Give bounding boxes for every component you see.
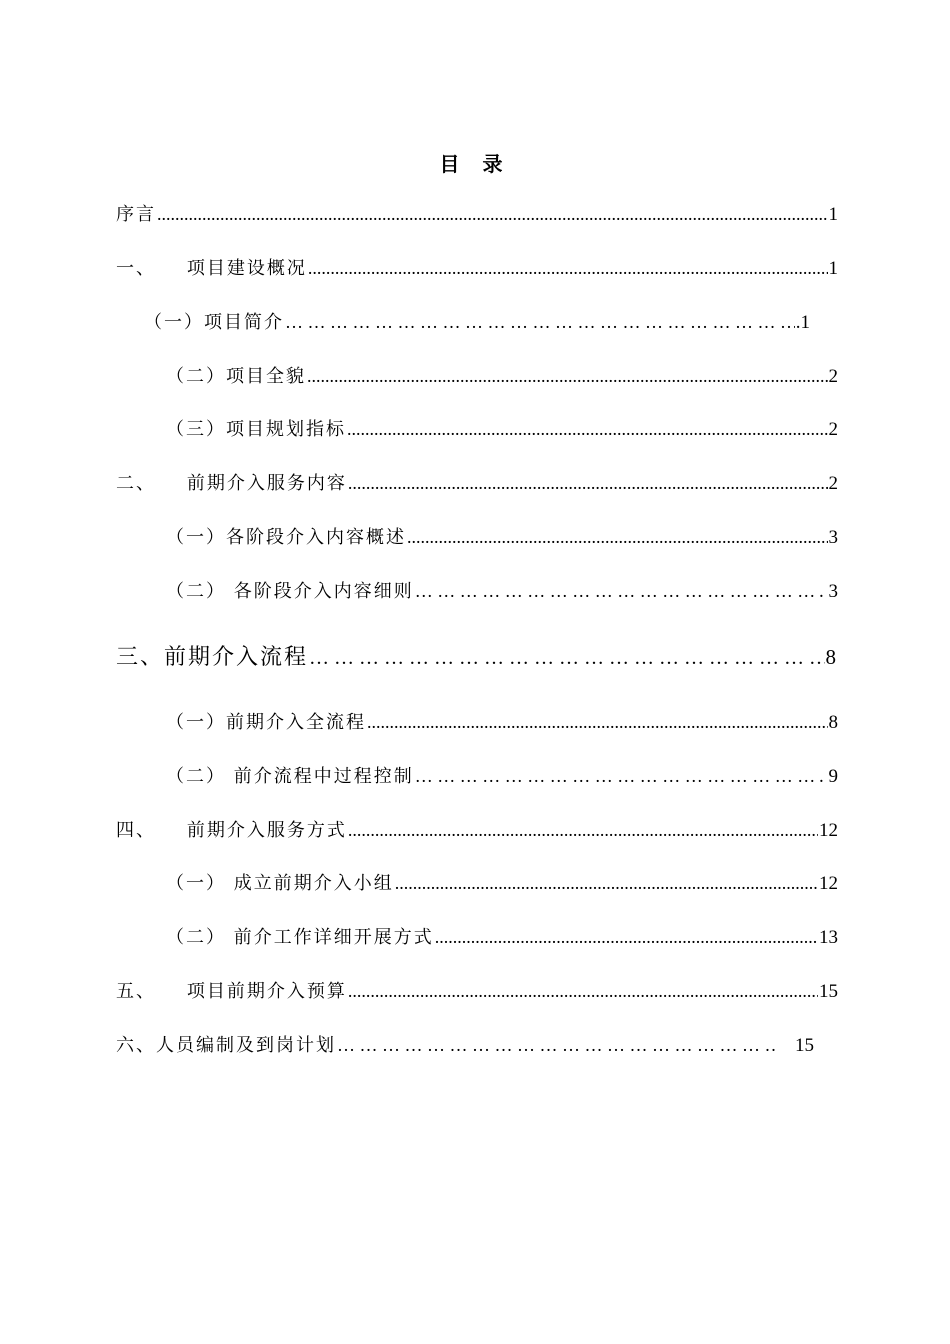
toc-entry-page: 8 [828, 712, 838, 733]
dot-leader [307, 366, 828, 387]
toc-entry-section-1[interactable] [116, 254, 838, 284]
dot-leader [309, 647, 824, 670]
dot-leader [415, 581, 818, 602]
toc-entry-label: （二） 各阶段介入内容细则 [166, 581, 414, 602]
toc-entry-page: 2 [828, 366, 838, 387]
toc-entry-label: （一）项目简介 [144, 312, 284, 333]
toc-entry-page: . 9 [819, 766, 838, 787]
dot-leader [415, 766, 818, 787]
toc-entry-label: 五、 项目前期介入预算 [116, 981, 347, 1002]
dot-leader [407, 527, 828, 548]
toc-entry-section-3[interactable] [116, 640, 836, 674]
toc-entry-label: （一）各阶段介入内容概述 [166, 527, 406, 548]
toc-entry-section-3-2[interactable] [166, 762, 838, 792]
dot-leader [157, 204, 828, 225]
toc-entry-label: （三）项目规划指标 [166, 419, 346, 440]
toc-entry-page: . 3 [819, 581, 838, 602]
toc-entry-page: .1 [795, 312, 810, 333]
toc-entry-page: 3 [828, 527, 838, 548]
toc-entry-page: 1 [828, 258, 838, 279]
toc-entry-section-5[interactable] [116, 977, 838, 1007]
toc-entry-label: （二） 前介流程中过程控制 [166, 766, 414, 787]
toc-entry-section-3-1[interactable] [166, 708, 838, 738]
toc-title: 目 录 [439, 152, 511, 176]
toc-entry-label: （二） 前介工作详细开展方式 [166, 927, 434, 948]
toc-entry-label: 二、 前期介入服务内容 [116, 473, 347, 494]
dot-leader [308, 258, 828, 279]
toc-entry-section-1-1[interactable] [144, 308, 810, 338]
toc-entry-page: 1 [828, 204, 838, 225]
toc-entry-label: （二）项目全貌 [166, 366, 306, 387]
dot-leader [285, 312, 795, 333]
dot-leader [435, 927, 818, 948]
toc-entry-page: 12 [819, 820, 838, 841]
dot-leader [348, 473, 828, 494]
toc-entry-page: 8 [825, 645, 836, 669]
dot-leader [395, 873, 818, 894]
toc-entry-section-4-1[interactable] [166, 869, 838, 899]
dot-leader [347, 419, 828, 440]
toc-entry-section-6[interactable] [116, 1031, 814, 1061]
toc-entry-preface[interactable] [116, 200, 838, 230]
toc-entry-section-1-3[interactable] [166, 415, 838, 445]
toc-entry-label: 四、 前期介入服务方式 [116, 820, 347, 841]
toc-entry-label: 序言 [116, 204, 156, 225]
toc-entry-section-2-1[interactable] [166, 523, 838, 553]
toc-entry-label: 六、人员编制及到岗计划 [116, 1035, 336, 1056]
toc-entry-page: 15 [819, 981, 838, 1002]
toc-entry-section-2-2[interactable] [166, 577, 838, 607]
toc-entry-label: 一、 项目建设概况 [116, 258, 307, 279]
toc-entry-page: 15 [795, 1035, 814, 1056]
toc-entry-page: 2 [828, 419, 838, 440]
toc-entry-section-1-2[interactable] [166, 362, 838, 392]
toc-entry-section-4[interactable] [116, 816, 838, 846]
toc-entry-page: 13 [819, 927, 838, 948]
toc-entry-label: （一） 成立前期介入小组 [166, 873, 394, 894]
toc-entry-label: （一）前期介入全流程 [166, 712, 366, 733]
toc-entry-page: 2 [828, 473, 838, 494]
toc-entry-section-2[interactable] [116, 469, 838, 499]
toc-entry-label: 三、前期介入流程 [116, 645, 309, 670]
dot-leader [348, 820, 818, 841]
toc-entry-section-4-2[interactable] [166, 923, 838, 953]
toc-entry-page: 12 [819, 873, 838, 894]
dot-leader [367, 712, 828, 733]
dot-leader [348, 981, 818, 1002]
dot-leader [337, 1035, 777, 1056]
